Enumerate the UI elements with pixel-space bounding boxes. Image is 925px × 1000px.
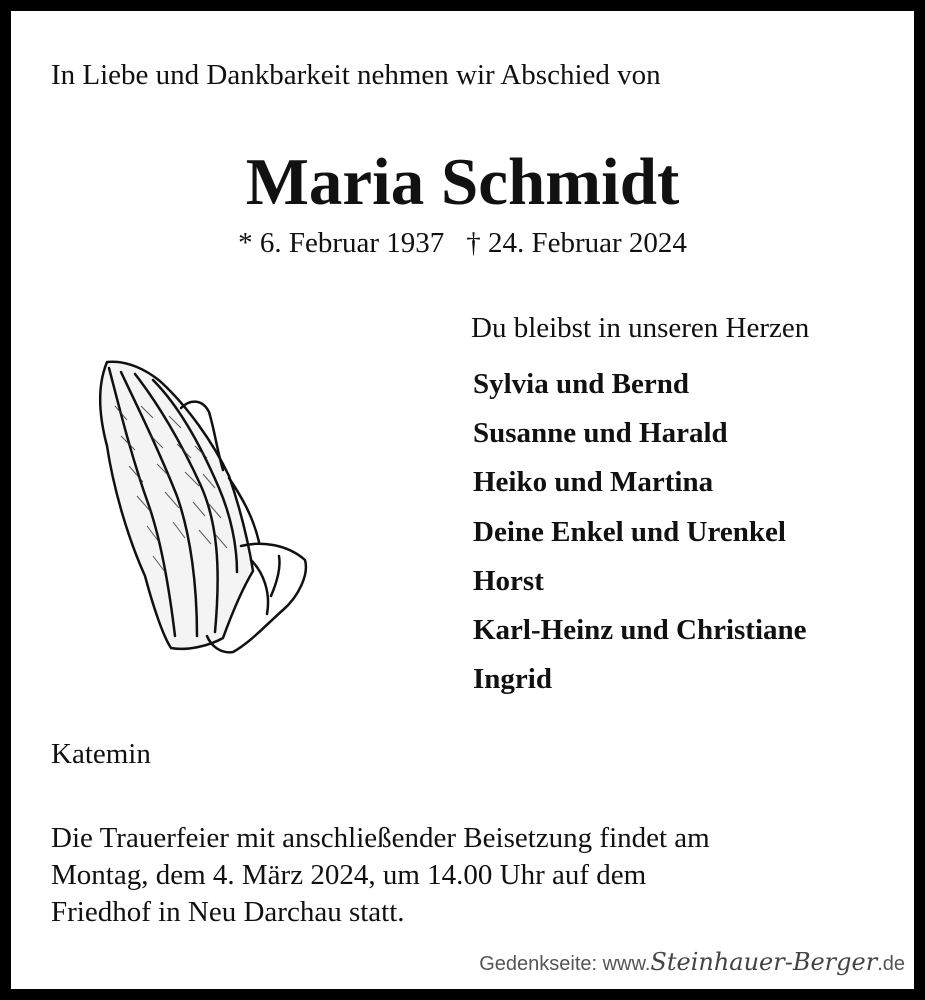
life-dates xyxy=(11,227,914,260)
intro-text: In Liebe und Dankbarkeit nehmen wir Abschied von xyxy=(51,59,661,91)
funeral-service-notice xyxy=(51,820,710,931)
family-member: Horst xyxy=(473,564,544,597)
footer-suffix: .de xyxy=(877,953,905,975)
praying-hands-icon xyxy=(91,346,311,656)
footer-prefix: Gedenkseite: www. xyxy=(479,953,651,975)
service-line: Montag, dem 4. März 2024, um 14.00 Uhr auf dem xyxy=(51,859,647,891)
family-member: Karl-Heinz und Christiane xyxy=(473,614,807,647)
family-member: Ingrid xyxy=(473,663,552,696)
family-member: Susanne und Harald xyxy=(473,417,728,450)
obituary-card xyxy=(11,11,914,989)
family-member: Deine Enkel und Urenkel xyxy=(473,515,786,548)
family-member: Sylvia und Bernd xyxy=(473,368,689,400)
family-member: Heiko und Martina xyxy=(473,466,714,499)
service-line: Die Trauerfeier mit anschließender Beisetzung findet am xyxy=(51,822,710,854)
remembrance-line: Du bleibst in unseren Herzen xyxy=(471,312,810,344)
family-list xyxy=(473,360,807,704)
brand-logo-text: Steinhauer-Berger xyxy=(650,948,878,976)
place-name: Katemin xyxy=(51,738,151,770)
birth-date: * 6. Februar 1937 xyxy=(238,227,445,259)
memorial-page-link[interactable] xyxy=(479,948,905,976)
service-line: Friedhof in Neu Darchau statt. xyxy=(51,896,405,928)
deceased-name: Maria Schmidt xyxy=(245,145,680,219)
death-date: † 24. Februar 2024 xyxy=(466,227,687,259)
